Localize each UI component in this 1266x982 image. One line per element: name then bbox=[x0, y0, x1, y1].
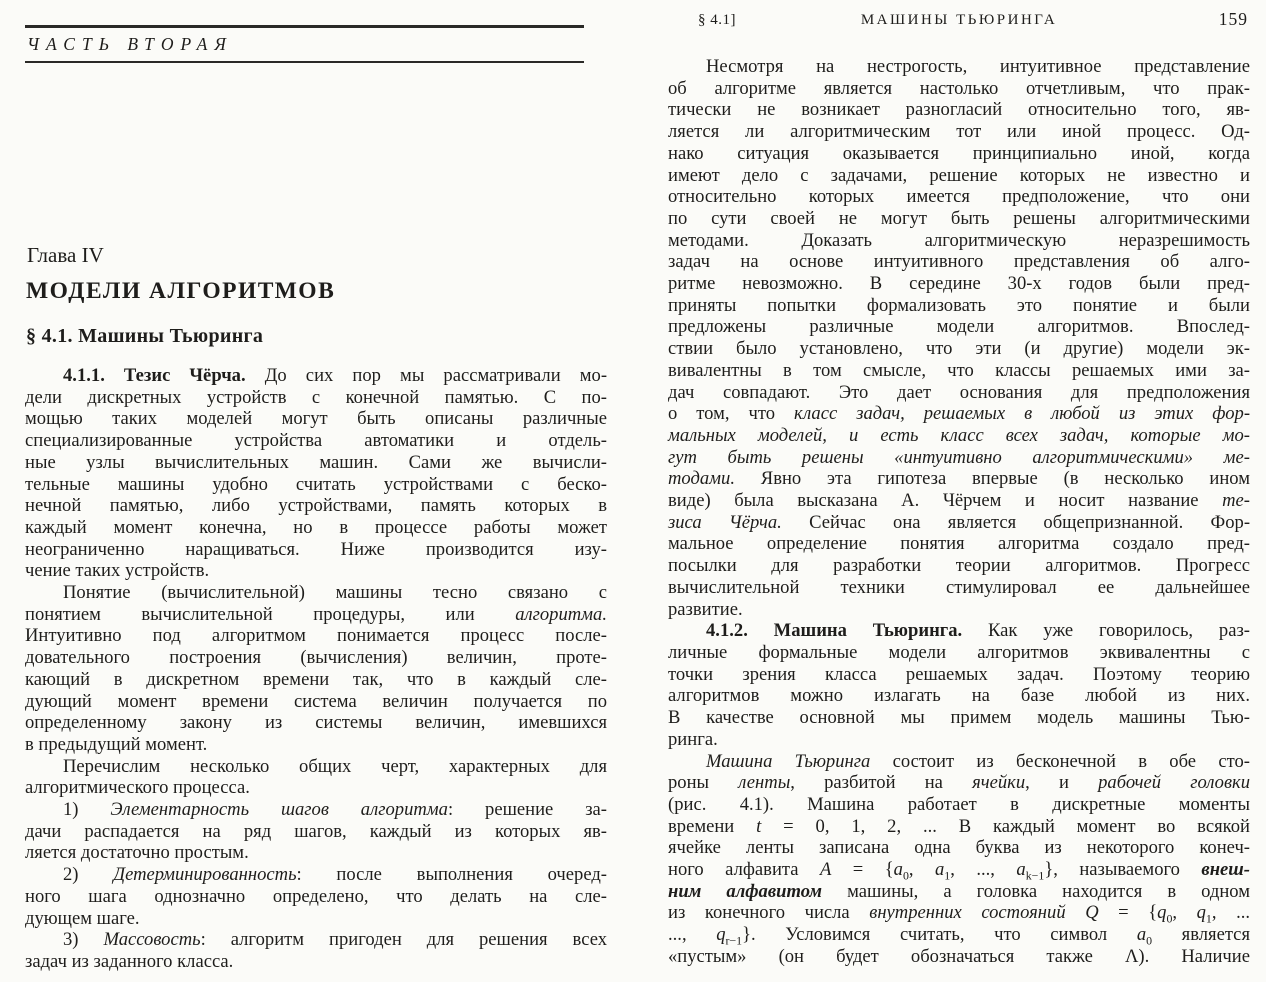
text-line: ствии было установлено, что эти (и другие) модели эк- bbox=[668, 338, 1250, 360]
text-line: 2) Детерминированность: после выполнения очеред- bbox=[63, 864, 607, 886]
text-line: развитие. bbox=[668, 598, 743, 620]
left-page-body bbox=[25, 365, 607, 973]
text-line: кающий в дискретном времени так, что в каждый сле- bbox=[25, 668, 607, 690]
text-line: приняты попытки формализовать это понятие и были bbox=[668, 294, 1250, 316]
text-line: задач из заданного класса. bbox=[25, 950, 234, 972]
page-number: 159 bbox=[1218, 9, 1248, 29]
text-line: (рис. 4.1). Машина работает в дискретные моменты bbox=[668, 793, 1250, 815]
text-line: 1) Элементарность шагов алгоритма: решение за- bbox=[63, 799, 607, 821]
paragraph bbox=[25, 929, 607, 972]
text-line: личные формальные модели алгоритмов эквивалентны с bbox=[668, 641, 1250, 663]
text-line: тодами. Явно эта гипотеза впервые (в несколько ином bbox=[668, 468, 1250, 490]
text-line: тически не возникает разногласий относительно того, яв- bbox=[668, 99, 1250, 121]
right-page-body bbox=[668, 56, 1250, 968]
text-line: алгоритмов можно излагать на базе любой из них. bbox=[668, 685, 1250, 707]
paragraph bbox=[668, 751, 1250, 968]
text-line: точки зрения класса решаемых задач. Поэтому теорию bbox=[668, 663, 1250, 685]
text-line: относительно которых имеется предположение, что они bbox=[668, 186, 1250, 208]
text-line: чение таких устройств. bbox=[25, 560, 210, 582]
text-line: ячейке ленты записана одна буква из некоторого конеч- bbox=[668, 837, 1250, 859]
running-title: МАШИНЫ ТЬЮРИНГА bbox=[860, 12, 1058, 28]
text-line: по сути своей не могут быть решены алгоритмическими bbox=[668, 207, 1250, 229]
text-line: ляется достаточно простым. bbox=[25, 842, 249, 864]
paragraph bbox=[668, 620, 1250, 750]
text-line: Понятие (вычислительной) машины тесно связано с bbox=[63, 582, 607, 604]
text-line: специализированные устройства автоматики и отдель- bbox=[25, 430, 607, 452]
text-line: ритме невозможно. В середине 30-х годов были пред- bbox=[668, 273, 1250, 295]
text-line: в предыдущий момент. bbox=[25, 733, 208, 755]
text-line: Машина Тьюринга состоит из бесконечной в обе сто- bbox=[706, 750, 1250, 772]
text-line: неограниченно наращиваться. Ниже производится изу- bbox=[25, 538, 607, 560]
text-line: ного алфавита $A = \{a_0$, $a_1$, ..., $a_{k-1}$}, называемого внеш- bbox=[668, 859, 1250, 883]
text-line: роны ленты, разбитой на ячейки, и рабочей головки bbox=[668, 772, 1251, 794]
paragraph bbox=[25, 799, 607, 864]
text-line: дачи распадается на ряд шагов, каждый из которых яв- bbox=[25, 820, 607, 842]
text-line: из конечного числа внутренних состояний $Q = \{q_0$, $q_1$, ... bbox=[668, 902, 1251, 927]
text-line: каждый момент конечна, но в процессе работы может bbox=[25, 516, 607, 538]
text-line: об алгоритме является настолько отчетливым, что прак- bbox=[668, 77, 1250, 99]
chapter-title: МОДЕЛИ АЛГОРИТМОВ bbox=[26, 278, 336, 304]
text-line: ляется ли алгоритмическим тот или иной процесс. Од- bbox=[668, 121, 1250, 143]
text-line: ..., $q_{r-1}$}. Условимся считать, что символ $a_0$ является bbox=[668, 924, 1250, 948]
text-line: дач совпадают. Это дает основания для предположения bbox=[668, 381, 1250, 403]
text-line: 3) Массовость: алгоритм пригоден для решения всех bbox=[63, 929, 608, 951]
part-header-block bbox=[25, 25, 584, 63]
text-line: 4.1.1. Тезис Чёрча. До сих пор мы рассматривали мо- bbox=[63, 365, 608, 386]
text-line: понятием вычислительной процедуры, или алгоритма. bbox=[25, 603, 607, 625]
part-title: ЧАСТЬ ВТОРАЯ bbox=[27, 34, 233, 54]
text-line: «пустым» (он будет обозначаться также Λ). Наличие bbox=[668, 945, 1250, 967]
section-heading: § 4.1. Машины Тьюринга bbox=[26, 325, 264, 347]
text-line: ного шага однозначно определено, что делать на сле- bbox=[25, 885, 607, 907]
text-line: о том, что класс задач, решаемых в любой из этих фор- bbox=[668, 403, 1251, 425]
text-line: Интуитивно под алгоритмом понимается процесс после- bbox=[25, 625, 607, 647]
text-line: предложены различные модели алгоритмов. Впослед- bbox=[668, 316, 1250, 338]
text-line: мальное определение понятия алгоритма создало пред- bbox=[668, 533, 1250, 555]
header-section-ref: § 4.1] bbox=[698, 12, 736, 28]
paragraph bbox=[668, 56, 1250, 620]
text-line: имеют дело с задачами, решение которых не известно и bbox=[668, 164, 1250, 186]
text-line: алгоритмического процесса. bbox=[25, 777, 250, 799]
text-line: дели дискретных устройств с конечной памятью. С по- bbox=[25, 386, 607, 408]
text-line: задач на основе интуитивного представления об алго- bbox=[668, 251, 1250, 273]
text-line: тельные машины удобно считать устройствами с беско- bbox=[25, 473, 607, 495]
text-line: ринга. bbox=[668, 728, 718, 750]
text-line: виде) была высказана А. Чёрчем и носит название те- bbox=[668, 490, 1250, 512]
right-page-header bbox=[668, 11, 1250, 33]
text-line: Несмотря на нестрогость, интуитивное представление bbox=[706, 56, 1250, 77]
text-line: В качестве основной мы примем модель машины Тью- bbox=[668, 707, 1250, 729]
text-line: вычислительной техники стимулировал ее дальнейшее bbox=[668, 576, 1250, 598]
text-line: зиса Чёрча. Сейчас она является общепризнанной. Фор- bbox=[668, 511, 1251, 533]
text-line: посылки для разработки теории алгоритмов. Прогресс bbox=[668, 555, 1250, 577]
text-line: ним алфавитом машины, а головка находится в одном bbox=[668, 880, 1250, 902]
text-line: определенному закону из системы величин, имевшихся bbox=[25, 712, 607, 734]
text-line: нако ситуация оказывается принципиально иной, когда bbox=[668, 142, 1250, 164]
paragraph bbox=[25, 582, 607, 756]
paragraph bbox=[25, 756, 607, 799]
text-line: методами. Доказать алгоритмическую неразрешимость bbox=[668, 229, 1250, 251]
paragraph bbox=[25, 864, 607, 929]
text-line: мальных моделей, и есть класс всех задач, которые мо- bbox=[668, 424, 1250, 446]
paragraph bbox=[25, 365, 607, 582]
text-line: Перечислим несколько общих черт, характерных для bbox=[63, 755, 607, 777]
text-line: гут быть решены «интуитивно алгоритмическими» ме- bbox=[668, 446, 1250, 468]
text-line: дующий момент времени система величин получается по bbox=[25, 690, 607, 712]
text-line: 4.1.2. Машина Тьюринга. Как уже говорилось, раз- bbox=[706, 620, 1250, 642]
text-line: вивалентны в том смысле, что классы решаемых ими за- bbox=[668, 359, 1250, 381]
text-line: довательного построения (вычисления) величин, проте- bbox=[25, 647, 607, 669]
text-line: мощью таких моделей могут быть описаны различные bbox=[25, 408, 607, 430]
text-line: времени t = 0, 1, 2, ... В каждый момент во всякой bbox=[668, 815, 1250, 837]
text-line: дующем шаге. bbox=[25, 907, 140, 929]
chapter-label: Глава IV bbox=[27, 243, 104, 267]
text-line: ные узлы вычислительных машин. Сами же вычисли- bbox=[25, 451, 607, 473]
text-line: нечной памятью, либо устройствами, память которых в bbox=[25, 495, 607, 517]
